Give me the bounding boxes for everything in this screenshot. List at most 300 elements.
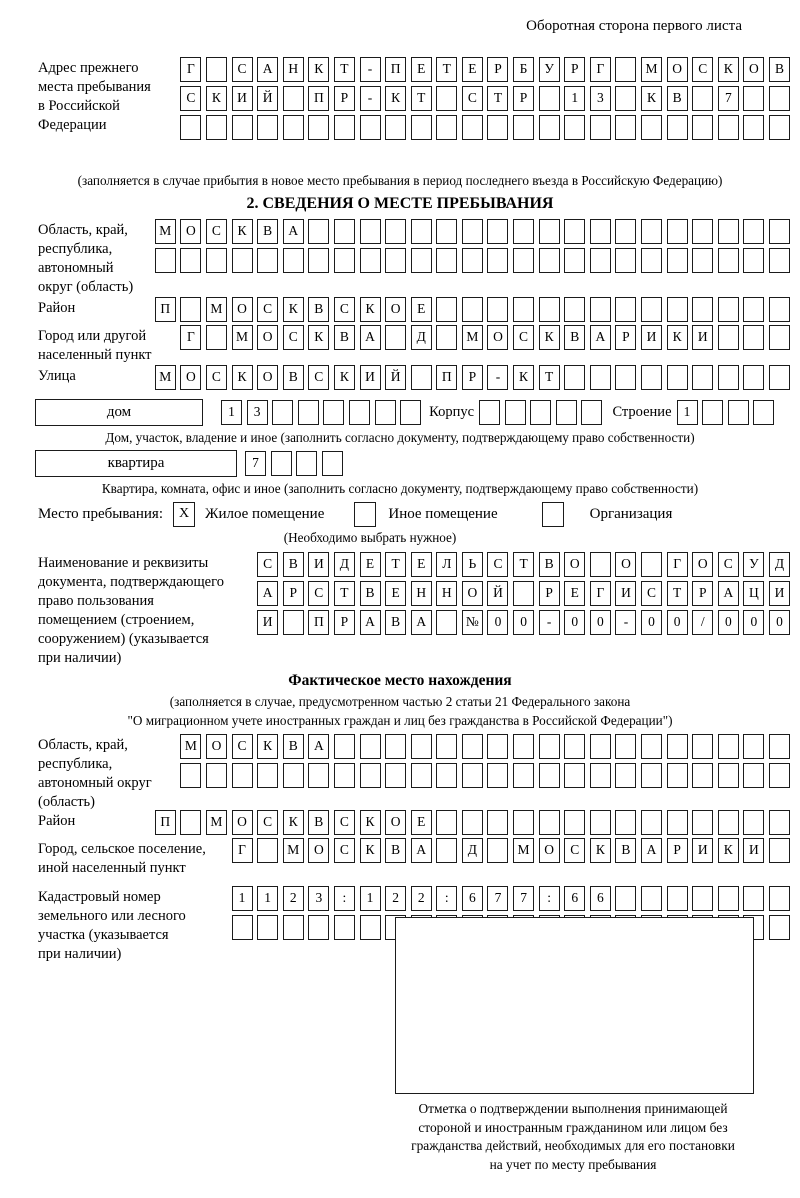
- char-box[interactable]: :: [436, 886, 457, 911]
- char-box[interactable]: [385, 248, 406, 273]
- char-box[interactable]: [487, 734, 508, 759]
- char-box[interactable]: [436, 219, 457, 244]
- house-field[interactable]: дом: [35, 399, 203, 426]
- char-box[interactable]: 3: [590, 86, 611, 111]
- char-box[interactable]: [513, 581, 534, 606]
- char-box[interactable]: [334, 734, 355, 759]
- char-box[interactable]: Р: [513, 86, 534, 111]
- char-box[interactable]: А: [283, 219, 304, 244]
- char-box[interactable]: Т: [487, 86, 508, 111]
- char-box[interactable]: Т: [334, 581, 355, 606]
- char-box[interactable]: [718, 763, 739, 788]
- char-box[interactable]: С: [513, 325, 534, 350]
- char-box[interactable]: К: [360, 838, 381, 863]
- char-box[interactable]: [360, 915, 381, 940]
- char-box[interactable]: [436, 115, 457, 140]
- char-box[interactable]: [769, 734, 790, 759]
- char-box[interactable]: П: [385, 57, 406, 82]
- char-box[interactable]: Т: [436, 57, 457, 82]
- char-box[interactable]: И: [308, 552, 329, 577]
- char-box[interactable]: С: [487, 552, 508, 577]
- char-box[interactable]: Е: [385, 581, 406, 606]
- char-box[interactable]: [564, 297, 585, 322]
- char-box[interactable]: И: [257, 610, 278, 635]
- char-box[interactable]: 7: [245, 451, 266, 476]
- char-box[interactable]: 7: [513, 886, 534, 911]
- char-box[interactable]: [769, 86, 790, 111]
- char-box[interactable]: [308, 915, 329, 940]
- char-box[interactable]: К: [232, 219, 253, 244]
- char-box[interactable]: 2: [411, 886, 432, 911]
- char-box[interactable]: 1: [221, 400, 242, 425]
- char-box[interactable]: [590, 248, 611, 273]
- char-box[interactable]: [581, 400, 602, 425]
- char-box[interactable]: [702, 400, 723, 425]
- char-box[interactable]: С: [232, 57, 253, 82]
- char-box[interactable]: Д: [769, 552, 790, 577]
- char-box[interactable]: О: [180, 219, 201, 244]
- char-box[interactable]: [667, 763, 688, 788]
- char-box[interactable]: [692, 365, 713, 390]
- char-box[interactable]: О: [667, 57, 688, 82]
- char-box[interactable]: [667, 365, 688, 390]
- char-box[interactable]: [206, 115, 227, 140]
- char-box[interactable]: Р: [462, 365, 483, 390]
- char-box[interactable]: С: [641, 581, 662, 606]
- char-box[interactable]: 1: [257, 886, 278, 911]
- char-box[interactable]: [462, 219, 483, 244]
- char-box[interactable]: О: [180, 365, 201, 390]
- char-box[interactable]: [718, 219, 739, 244]
- char-box[interactable]: Т: [539, 365, 560, 390]
- char-box[interactable]: А: [257, 57, 278, 82]
- char-box[interactable]: [718, 325, 739, 350]
- char-box[interactable]: 6: [564, 886, 585, 911]
- char-box[interactable]: [206, 57, 227, 82]
- char-box[interactable]: [743, 219, 764, 244]
- char-box[interactable]: [539, 297, 560, 322]
- char-box[interactable]: [615, 115, 636, 140]
- char-box[interactable]: А: [257, 581, 278, 606]
- char-box[interactable]: П: [308, 86, 329, 111]
- char-box[interactable]: [385, 734, 406, 759]
- char-box[interactable]: [308, 248, 329, 273]
- char-box[interactable]: 1: [360, 886, 381, 911]
- char-box[interactable]: [769, 297, 790, 322]
- char-box[interactable]: [513, 219, 534, 244]
- char-box[interactable]: [232, 915, 253, 940]
- char-box[interactable]: А: [411, 610, 432, 635]
- char-box[interactable]: Г: [667, 552, 688, 577]
- char-box[interactable]: [298, 400, 319, 425]
- char-box[interactable]: О: [615, 552, 636, 577]
- char-box[interactable]: И: [615, 581, 636, 606]
- char-box[interactable]: Н: [436, 581, 457, 606]
- char-box[interactable]: [487, 838, 508, 863]
- char-box[interactable]: С: [692, 57, 713, 82]
- char-box[interactable]: [692, 219, 713, 244]
- char-box[interactable]: С: [334, 838, 355, 863]
- char-box[interactable]: Е: [411, 57, 432, 82]
- char-box[interactable]: [564, 115, 585, 140]
- char-box[interactable]: Г: [180, 57, 201, 82]
- char-box[interactable]: [360, 734, 381, 759]
- char-box[interactable]: [769, 886, 790, 911]
- confirmation-stamp-area[interactable]: [395, 917, 754, 1094]
- char-box[interactable]: [769, 248, 790, 273]
- char-box[interactable]: М: [180, 734, 201, 759]
- char-box[interactable]: [590, 810, 611, 835]
- char-box[interactable]: С: [462, 86, 483, 111]
- char-box[interactable]: [155, 248, 176, 273]
- char-box[interactable]: С: [564, 838, 585, 863]
- char-box[interactable]: [436, 297, 457, 322]
- char-box[interactable]: Г: [232, 838, 253, 863]
- char-box[interactable]: С: [308, 581, 329, 606]
- char-box[interactable]: [769, 915, 790, 940]
- char-box[interactable]: [539, 115, 560, 140]
- char-box[interactable]: [718, 248, 739, 273]
- char-box[interactable]: [718, 734, 739, 759]
- char-box[interactable]: М: [206, 297, 227, 322]
- checkbox-residential[interactable]: X: [173, 502, 195, 527]
- char-box[interactable]: [308, 219, 329, 244]
- char-box[interactable]: О: [385, 810, 406, 835]
- char-box[interactable]: [615, 763, 636, 788]
- char-box[interactable]: В: [257, 219, 278, 244]
- char-box[interactable]: [667, 219, 688, 244]
- char-box[interactable]: [360, 219, 381, 244]
- char-box[interactable]: [641, 115, 662, 140]
- char-box[interactable]: [513, 297, 534, 322]
- char-box[interactable]: [180, 297, 201, 322]
- char-box[interactable]: Р: [334, 610, 355, 635]
- char-box[interactable]: [283, 763, 304, 788]
- char-box[interactable]: К: [257, 734, 278, 759]
- char-box[interactable]: К: [308, 57, 329, 82]
- char-box[interactable]: Е: [462, 57, 483, 82]
- char-box[interactable]: [641, 248, 662, 273]
- char-box[interactable]: 0: [718, 610, 739, 635]
- char-box[interactable]: [411, 763, 432, 788]
- char-box[interactable]: С: [206, 219, 227, 244]
- char-box[interactable]: [375, 400, 396, 425]
- char-box[interactable]: В: [308, 810, 329, 835]
- char-box[interactable]: [411, 115, 432, 140]
- char-box[interactable]: [513, 734, 534, 759]
- char-box[interactable]: [411, 734, 432, 759]
- char-box[interactable]: 3: [308, 886, 329, 911]
- char-box[interactable]: Г: [180, 325, 201, 350]
- char-box[interactable]: [411, 365, 432, 390]
- char-box[interactable]: [349, 400, 370, 425]
- char-box[interactable]: [718, 810, 739, 835]
- char-box[interactable]: Н: [411, 581, 432, 606]
- char-box[interactable]: [590, 115, 611, 140]
- char-box[interactable]: [539, 248, 560, 273]
- char-box[interactable]: [743, 325, 764, 350]
- char-box[interactable]: 2: [385, 886, 406, 911]
- char-box[interactable]: №: [462, 610, 483, 635]
- char-box[interactable]: [564, 810, 585, 835]
- char-box[interactable]: [743, 86, 764, 111]
- char-box[interactable]: [180, 763, 201, 788]
- char-box[interactable]: Л: [436, 552, 457, 577]
- char-box[interactable]: [180, 115, 201, 140]
- char-box[interactable]: Г: [590, 57, 611, 82]
- char-box[interactable]: П: [155, 810, 176, 835]
- char-box[interactable]: С: [257, 297, 278, 322]
- char-box[interactable]: [692, 297, 713, 322]
- char-box[interactable]: [564, 365, 585, 390]
- char-box[interactable]: :: [334, 886, 355, 911]
- char-box[interactable]: [308, 115, 329, 140]
- char-box[interactable]: [360, 763, 381, 788]
- char-box[interactable]: С: [334, 297, 355, 322]
- char-box[interactable]: И: [692, 838, 713, 863]
- char-box[interactable]: [487, 248, 508, 273]
- char-box[interactable]: О: [385, 297, 406, 322]
- char-box[interactable]: И: [641, 325, 662, 350]
- char-box[interactable]: 0: [487, 610, 508, 635]
- char-box[interactable]: [257, 115, 278, 140]
- char-box[interactable]: И: [743, 838, 764, 863]
- char-box[interactable]: [334, 915, 355, 940]
- char-box[interactable]: В: [615, 838, 636, 863]
- char-box[interactable]: [539, 734, 560, 759]
- char-box[interactable]: [283, 915, 304, 940]
- char-box[interactable]: -: [487, 365, 508, 390]
- char-box[interactable]: 1: [677, 400, 698, 425]
- char-box[interactable]: [743, 886, 764, 911]
- char-box[interactable]: О: [257, 325, 278, 350]
- char-box[interactable]: [692, 810, 713, 835]
- char-box[interactable]: [641, 365, 662, 390]
- char-box[interactable]: [334, 248, 355, 273]
- char-box[interactable]: О: [232, 297, 253, 322]
- char-box[interactable]: Д: [334, 552, 355, 577]
- char-box[interactable]: -: [360, 86, 381, 111]
- char-box[interactable]: [257, 915, 278, 940]
- char-box[interactable]: [296, 451, 317, 476]
- char-box[interactable]: С: [334, 810, 355, 835]
- char-box[interactable]: У: [539, 57, 560, 82]
- char-box[interactable]: [411, 219, 432, 244]
- char-box[interactable]: П: [308, 610, 329, 635]
- char-box[interactable]: /: [692, 610, 713, 635]
- char-box[interactable]: [436, 734, 457, 759]
- char-box[interactable]: М: [206, 810, 227, 835]
- char-box[interactable]: [385, 325, 406, 350]
- char-box[interactable]: [272, 400, 293, 425]
- char-box[interactable]: 0: [769, 610, 790, 635]
- char-box[interactable]: К: [667, 325, 688, 350]
- char-box[interactable]: [615, 248, 636, 273]
- char-box[interactable]: Е: [411, 297, 432, 322]
- char-box[interactable]: Е: [360, 552, 381, 577]
- char-box[interactable]: Т: [411, 86, 432, 111]
- char-box[interactable]: Р: [539, 581, 560, 606]
- char-box[interactable]: Р: [692, 581, 713, 606]
- char-box[interactable]: К: [590, 838, 611, 863]
- char-box[interactable]: [513, 810, 534, 835]
- char-box[interactable]: [692, 86, 713, 111]
- char-box[interactable]: К: [718, 57, 739, 82]
- char-box[interactable]: 0: [513, 610, 534, 635]
- char-box[interactable]: [385, 219, 406, 244]
- char-box[interactable]: [462, 810, 483, 835]
- char-box[interactable]: [479, 400, 500, 425]
- char-box[interactable]: И: [769, 581, 790, 606]
- char-box[interactable]: [564, 248, 585, 273]
- char-box[interactable]: [564, 763, 585, 788]
- char-box[interactable]: [641, 810, 662, 835]
- char-box[interactable]: [667, 886, 688, 911]
- char-box[interactable]: В: [360, 581, 381, 606]
- char-box[interactable]: К: [718, 838, 739, 863]
- char-box[interactable]: [462, 734, 483, 759]
- char-box[interactable]: А: [590, 325, 611, 350]
- char-box[interactable]: -: [615, 610, 636, 635]
- char-box[interactable]: [462, 763, 483, 788]
- char-box[interactable]: [232, 115, 253, 140]
- char-box[interactable]: И: [692, 325, 713, 350]
- char-box[interactable]: [769, 763, 790, 788]
- char-box[interactable]: Б: [513, 57, 534, 82]
- char-box[interactable]: [334, 219, 355, 244]
- char-box[interactable]: [436, 610, 457, 635]
- char-box[interactable]: 7: [487, 886, 508, 911]
- char-box[interactable]: [462, 115, 483, 140]
- char-box[interactable]: В: [308, 297, 329, 322]
- char-box[interactable]: [257, 763, 278, 788]
- char-box[interactable]: Р: [487, 57, 508, 82]
- char-box[interactable]: С: [257, 810, 278, 835]
- char-box[interactable]: [283, 248, 304, 273]
- char-box[interactable]: К: [232, 365, 253, 390]
- char-box[interactable]: [590, 734, 611, 759]
- checkbox-organization[interactable]: [542, 502, 564, 527]
- char-box[interactable]: [743, 734, 764, 759]
- char-box[interactable]: [323, 400, 344, 425]
- char-box[interactable]: [206, 248, 227, 273]
- char-box[interactable]: [718, 115, 739, 140]
- char-box[interactable]: Р: [615, 325, 636, 350]
- char-box[interactable]: -: [360, 57, 381, 82]
- char-box[interactable]: [615, 86, 636, 111]
- char-box[interactable]: О: [743, 57, 764, 82]
- char-box[interactable]: [283, 86, 304, 111]
- char-box[interactable]: [728, 400, 749, 425]
- char-box[interactable]: Г: [590, 581, 611, 606]
- char-box[interactable]: А: [718, 581, 739, 606]
- char-box[interactable]: [743, 365, 764, 390]
- char-box[interactable]: В: [539, 552, 560, 577]
- char-box[interactable]: 0: [743, 610, 764, 635]
- char-box[interactable]: [436, 810, 457, 835]
- char-box[interactable]: А: [641, 838, 662, 863]
- char-box[interactable]: М: [513, 838, 534, 863]
- char-box[interactable]: [641, 297, 662, 322]
- char-box[interactable]: С: [257, 552, 278, 577]
- char-box[interactable]: 1: [564, 86, 585, 111]
- char-box[interactable]: О: [564, 552, 585, 577]
- char-box[interactable]: К: [206, 86, 227, 111]
- char-box[interactable]: П: [436, 365, 457, 390]
- char-box[interactable]: [615, 219, 636, 244]
- char-box[interactable]: [641, 552, 662, 577]
- char-box[interactable]: [667, 115, 688, 140]
- char-box[interactable]: С: [308, 365, 329, 390]
- char-box[interactable]: К: [334, 365, 355, 390]
- char-box[interactable]: 7: [718, 86, 739, 111]
- char-box[interactable]: У: [743, 552, 764, 577]
- char-box[interactable]: [769, 115, 790, 140]
- char-box[interactable]: О: [692, 552, 713, 577]
- char-box[interactable]: А: [308, 734, 329, 759]
- char-box[interactable]: [487, 219, 508, 244]
- char-box[interactable]: [769, 325, 790, 350]
- char-box[interactable]: Т: [513, 552, 534, 577]
- char-box[interactable]: [564, 219, 585, 244]
- char-box[interactable]: М: [283, 838, 304, 863]
- char-box[interactable]: [718, 297, 739, 322]
- char-box[interactable]: 6: [462, 886, 483, 911]
- char-box[interactable]: 3: [247, 400, 268, 425]
- char-box[interactable]: Д: [462, 838, 483, 863]
- char-box[interactable]: К: [513, 365, 534, 390]
- char-box[interactable]: Й: [487, 581, 508, 606]
- char-box[interactable]: В: [334, 325, 355, 350]
- char-box[interactable]: М: [232, 325, 253, 350]
- char-box[interactable]: [769, 810, 790, 835]
- char-box[interactable]: [539, 219, 560, 244]
- char-box[interactable]: В: [283, 552, 304, 577]
- char-box[interactable]: [590, 763, 611, 788]
- char-box[interactable]: О: [257, 365, 278, 390]
- char-box[interactable]: [462, 297, 483, 322]
- char-box[interactable]: Е: [564, 581, 585, 606]
- char-box[interactable]: [718, 886, 739, 911]
- char-box[interactable]: [769, 219, 790, 244]
- char-box[interactable]: И: [360, 365, 381, 390]
- char-box[interactable]: [743, 810, 764, 835]
- char-box[interactable]: [487, 115, 508, 140]
- char-box[interactable]: Р: [667, 838, 688, 863]
- char-box[interactable]: [615, 297, 636, 322]
- char-box[interactable]: [718, 365, 739, 390]
- char-box[interactable]: [641, 219, 662, 244]
- char-box[interactable]: К: [385, 86, 406, 111]
- char-box[interactable]: [283, 115, 304, 140]
- char-box[interactable]: [436, 86, 457, 111]
- char-box[interactable]: О: [308, 838, 329, 863]
- char-box[interactable]: [322, 451, 343, 476]
- char-box[interactable]: Р: [564, 57, 585, 82]
- char-box[interactable]: [462, 248, 483, 273]
- char-box[interactable]: [769, 838, 790, 863]
- char-box[interactable]: [615, 57, 636, 82]
- char-box[interactable]: А: [360, 610, 381, 635]
- char-box[interactable]: [257, 248, 278, 273]
- char-box[interactable]: К: [360, 810, 381, 835]
- char-box[interactable]: [180, 810, 201, 835]
- char-box[interactable]: Р: [283, 581, 304, 606]
- char-box[interactable]: [334, 763, 355, 788]
- char-box[interactable]: [615, 734, 636, 759]
- char-box[interactable]: [487, 297, 508, 322]
- char-box[interactable]: [232, 763, 253, 788]
